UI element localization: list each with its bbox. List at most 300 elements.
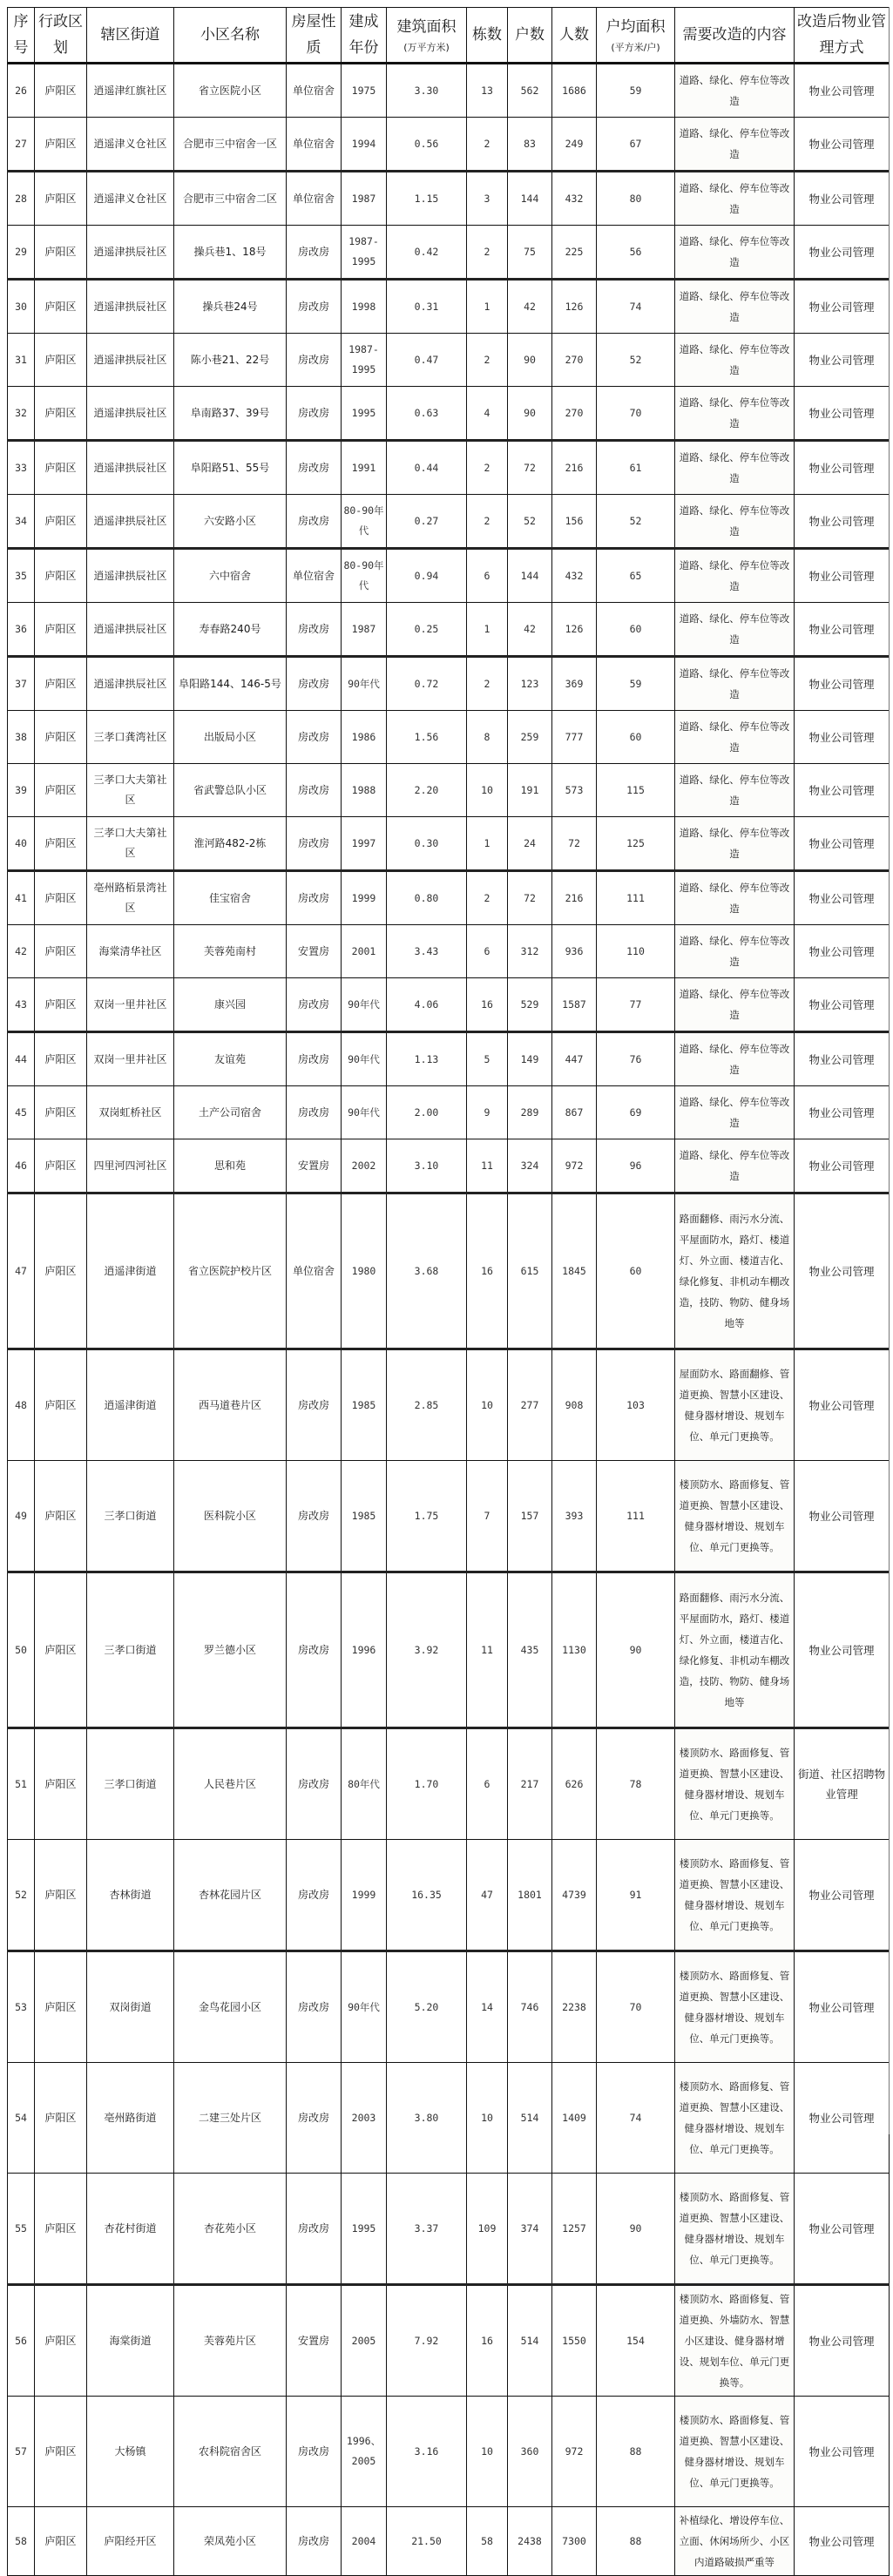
build-year-cell: 1975 — [342, 64, 387, 118]
row-number: 45 — [8, 1086, 35, 1139]
table-row — [8, 441, 890, 495]
table-row — [8, 711, 890, 764]
management-cell: 物业公司管理 — [795, 280, 890, 334]
column-header — [87, 8, 174, 64]
population-cell: 249 — [552, 118, 597, 172]
district-cell: 庐阳区 — [35, 1461, 87, 1572]
build-year-cell: 1986 — [342, 711, 387, 764]
community-name-cell: 杏林花园片区 — [174, 1840, 287, 1951]
street-cell: 逍遥津街道 — [87, 1193, 174, 1349]
management-cell: 物业公司管理 — [795, 603, 890, 657]
renovation-content-cell: 楼顶防水、路面修复、管道更换、智慧小区建设、健身器材增设、规划车位、单元门更换等。 — [675, 2063, 795, 2174]
population-cell: 216 — [552, 441, 597, 495]
row-number: 29 — [8, 226, 35, 280]
building-count-cell: 16 — [467, 2285, 508, 2397]
building-count-cell: 4 — [467, 387, 508, 441]
population-cell: 432 — [552, 172, 597, 226]
community-name-cell: 医科院小区 — [174, 1461, 287, 1572]
management-cell: 物业公司管理 — [795, 387, 890, 441]
street-cell: 逍遥津拱辰社区 — [87, 226, 174, 280]
renovation-content-cell: 楼顶防水、路面修复、管道更换、智慧小区建设、健身器材增设、规划车位、单元门更换等。 — [675, 1840, 795, 1951]
building-count-cell: 10 — [467, 1349, 508, 1461]
household-count-cell: 1801 — [508, 1840, 552, 1951]
building-count-cell: 16 — [467, 978, 508, 1032]
district-cell: 庐阳区 — [35, 764, 87, 817]
column-header-label: 房屋性质 — [291, 13, 336, 57]
community-name-cell: 芙蓉苑片区 — [174, 2285, 287, 2397]
household-count-cell: 374 — [508, 2174, 552, 2285]
household-count-cell: 746 — [508, 1951, 552, 2063]
management-cell: 物业公司管理 — [795, 871, 890, 925]
household-count-cell: 289 — [508, 1086, 552, 1139]
build-year-cell: 80年代 — [342, 1728, 387, 1840]
build-year-cell: 90年代 — [342, 1032, 387, 1086]
avg-area-cell: 103 — [597, 1349, 675, 1461]
floor-area-cell: 3.92 — [387, 1572, 467, 1728]
population-cell: 225 — [552, 226, 597, 280]
building-count-cell: 9 — [467, 1086, 508, 1139]
building-count-cell: 6 — [467, 925, 508, 978]
district-cell: 庐阳区 — [35, 549, 87, 603]
community-name-cell: 合肥市三中宿舍一区 — [174, 118, 287, 172]
household-count-cell: 191 — [508, 764, 552, 817]
management-cell: 物业公司管理 — [795, 1951, 890, 2063]
row-number: 30 — [8, 280, 35, 334]
management-cell: 物业公司管理 — [795, 1349, 890, 1461]
floor-area-cell: 3.43 — [387, 925, 467, 978]
table-row — [8, 603, 890, 657]
table-row — [8, 334, 890, 387]
row-number: 39 — [8, 764, 35, 817]
avg-area-cell: 60 — [597, 603, 675, 657]
row-number: 35 — [8, 549, 35, 603]
district-cell: 庐阳区 — [35, 2507, 87, 2576]
table-row — [8, 1139, 890, 1193]
avg-area-cell: 52 — [597, 495, 675, 549]
column-header-label: 需要改造的内容 — [682, 26, 787, 44]
housing-type-cell: 房改房 — [287, 334, 342, 387]
build-year-cell: 1994 — [342, 118, 387, 172]
renovation-content-cell: 道路、绿化、停车位等改造 — [675, 280, 795, 334]
table-row — [8, 226, 890, 280]
street-cell: 逍遥津拱辰社区 — [87, 495, 174, 549]
population-cell: 777 — [552, 711, 597, 764]
avg-area-cell: 90 — [597, 1572, 675, 1728]
district-cell: 庐阳区 — [35, 1728, 87, 1840]
build-year-cell: 1985 — [342, 1461, 387, 1572]
housing-type-cell: 单位宿舍 — [287, 64, 342, 118]
table-row — [8, 1349, 890, 1461]
column-header — [552, 8, 597, 64]
build-year-cell: 2004 — [342, 2507, 387, 2576]
district-cell: 庐阳区 — [35, 925, 87, 978]
table-row — [8, 280, 890, 334]
building-count-cell: 109 — [467, 2174, 508, 2285]
management-cell: 物业公司管理 — [795, 2174, 890, 2285]
population-cell: 1550 — [552, 2285, 597, 2397]
household-count-cell: 144 — [508, 172, 552, 226]
row-number: 28 — [8, 172, 35, 226]
build-year-cell: 1987-1995 — [342, 334, 387, 387]
community-name-cell: 农科院宿舍区 — [174, 2397, 287, 2507]
street-cell: 逍遥津拱辰社区 — [87, 657, 174, 711]
population-cell: 972 — [552, 2397, 597, 2507]
renovation-table — [7, 7, 890, 2576]
row-number: 52 — [8, 1840, 35, 1951]
row-number: 51 — [8, 1728, 35, 1840]
housing-type-cell: 房改房 — [287, 2174, 342, 2285]
renovation-content-cell: 道路、绿化、停车位等改造 — [675, 1032, 795, 1086]
district-cell: 庐阳区 — [35, 1840, 87, 1951]
population-cell: 156 — [552, 495, 597, 549]
renovation-content-cell: 道路、绿化、停车位等改造 — [675, 172, 795, 226]
district-cell: 庐阳区 — [35, 711, 87, 764]
district-cell: 庐阳区 — [35, 1572, 87, 1728]
housing-type-cell: 房改房 — [287, 871, 342, 925]
management-cell: 物业公司管理 — [795, 441, 890, 495]
building-count-cell: 7 — [467, 1461, 508, 1572]
row-number: 47 — [8, 1193, 35, 1349]
community-name-cell: 操兵巷1、18号 — [174, 226, 287, 280]
avg-area-cell: 88 — [597, 2507, 675, 2576]
renovation-content-cell: 道路、绿化、停车位等改造 — [675, 871, 795, 925]
housing-type-cell: 安置房 — [287, 1139, 342, 1193]
floor-area-cell: 0.31 — [387, 280, 467, 334]
building-count-cell: 2 — [467, 441, 508, 495]
column-header-label: 建筑面积 — [396, 18, 457, 36]
street-cell: 三孝口街道 — [87, 1461, 174, 1572]
building-count-cell: 5 — [467, 1032, 508, 1086]
housing-type-cell: 房改房 — [287, 764, 342, 817]
building-count-cell: 11 — [467, 1139, 508, 1193]
population-cell: 867 — [552, 1086, 597, 1139]
building-count-cell: 10 — [467, 2063, 508, 2174]
avg-area-cell: 69 — [597, 1086, 675, 1139]
household-count-cell: 615 — [508, 1193, 552, 1349]
table-body — [8, 64, 890, 2576]
column-header — [795, 8, 890, 64]
building-count-cell: 11 — [467, 1572, 508, 1728]
management-cell: 物业公司管理 — [795, 1461, 890, 1572]
street-cell: 三孝口龚湾社区 — [87, 711, 174, 764]
street-cell: 亳州路栢景湾社区 — [87, 871, 174, 925]
management-cell: 物业公司管理 — [795, 764, 890, 817]
row-number: 43 — [8, 978, 35, 1032]
avg-area-cell: 61 — [597, 441, 675, 495]
building-count-cell: 58 — [467, 2507, 508, 2576]
avg-area-cell: 59 — [597, 64, 675, 118]
management-cell: 物业公司管理 — [795, 711, 890, 764]
population-cell: 126 — [552, 603, 597, 657]
table-row — [8, 764, 890, 817]
housing-type-cell: 房改房 — [287, 280, 342, 334]
street-cell: 逍遥津拱辰社区 — [87, 549, 174, 603]
table-row — [8, 549, 890, 603]
housing-type-cell: 房改房 — [287, 2507, 342, 2576]
population-cell: 72 — [552, 817, 597, 871]
table-row — [8, 387, 890, 441]
community-name-cell: 阜阳路51、55号 — [174, 441, 287, 495]
street-cell: 逍遥津拱辰社区 — [87, 387, 174, 441]
street-cell: 逍遥津拱辰社区 — [87, 280, 174, 334]
floor-area-cell: 3.30 — [387, 64, 467, 118]
street-cell: 大杨镇 — [87, 2397, 174, 2507]
floor-area-cell: 5.20 — [387, 1951, 467, 2063]
floor-area-cell: 1.13 — [387, 1032, 467, 1086]
population-cell: 447 — [552, 1032, 597, 1086]
floor-area-cell: 0.80 — [387, 871, 467, 925]
population-cell: 393 — [552, 1461, 597, 1572]
population-cell: 7300 — [552, 2507, 597, 2576]
floor-area-cell: 1.56 — [387, 711, 467, 764]
avg-area-cell: 74 — [597, 2063, 675, 2174]
renovation-content-cell: 路面翻修、雨污水分流、平屋面防水，路灯、楼道灯、外立面，楼道吉化、绿化修复、非机动车棚改造，技防、物防、健身场地等 — [675, 1572, 795, 1728]
build-year-cell: 2001 — [342, 925, 387, 978]
building-count-cell: 10 — [467, 764, 508, 817]
community-name-cell: 思和苑 — [174, 1139, 287, 1193]
column-header-unit: (万平方米) — [403, 42, 450, 53]
community-name-cell: 芙蓉苑南村 — [174, 925, 287, 978]
table-row — [8, 2285, 890, 2397]
housing-type-cell: 房改房 — [287, 711, 342, 764]
column-header-label: 行政区划 — [38, 13, 83, 57]
row-number: 48 — [8, 1349, 35, 1461]
housing-type-cell: 单位宿舍 — [287, 172, 342, 226]
housing-type-cell: 房改房 — [287, 1572, 342, 1728]
district-cell: 庐阳区 — [35, 1139, 87, 1193]
community-name-cell: 金鸟花园小区 — [174, 1951, 287, 2063]
floor-area-cell: 2.20 — [387, 764, 467, 817]
table-row — [8, 2397, 890, 2507]
management-cell: 物业公司管理 — [795, 817, 890, 871]
community-name-cell: 二建三处片区 — [174, 2063, 287, 2174]
population-cell: 936 — [552, 925, 597, 978]
management-cell: 物业公司管理 — [795, 2397, 890, 2507]
header-row — [8, 8, 890, 64]
avg-area-cell: 125 — [597, 817, 675, 871]
build-year-cell: 1995 — [342, 2174, 387, 2285]
avg-area-cell: 52 — [597, 334, 675, 387]
housing-type-cell: 房改房 — [287, 1461, 342, 1572]
management-cell: 物业公司管理 — [795, 64, 890, 118]
table-row — [8, 1032, 890, 1086]
floor-area-cell: 0.30 — [387, 817, 467, 871]
street-cell: 三孝口大夫第社区 — [87, 764, 174, 817]
row-number: 33 — [8, 441, 35, 495]
management-cell: 物业公司管理 — [795, 118, 890, 172]
building-count-cell: 10 — [467, 2397, 508, 2507]
street-cell: 杏林街道 — [87, 1840, 174, 1951]
district-cell: 庐阳区 — [35, 603, 87, 657]
build-year-cell: 1997 — [342, 817, 387, 871]
street-cell: 逍遥津拱辰社区 — [87, 441, 174, 495]
street-cell: 逍遥津义仓社区 — [87, 172, 174, 226]
street-cell: 海棠清华社区 — [87, 925, 174, 978]
column-header-label: 户均面积 — [605, 18, 666, 36]
household-count-cell: 360 — [508, 2397, 552, 2507]
renovation-content-cell: 路面翻修、雨污水分流、平屋面防水，路灯、楼道灯、外立面、楼道吉化、绿化修复、非机动车棚改造，技防、物防、健身场地等 — [675, 1193, 795, 1349]
renovation-content-cell: 楼顶防水、路面修复、管道更换、智慧小区建设、健身器材增设、规划车位、单元门更换等。 — [675, 2397, 795, 2507]
district-cell: 庐阳区 — [35, 657, 87, 711]
column-header — [675, 8, 795, 64]
community-name-cell: 人民巷片区 — [174, 1728, 287, 1840]
renovation-content-cell: 道路、绿化、停车位等改造 — [675, 118, 795, 172]
community-name-cell: 六安路小区 — [174, 495, 287, 549]
avg-area-cell: 90 — [597, 2174, 675, 2285]
district-cell: 庐阳区 — [35, 1349, 87, 1461]
building-count-cell: 2 — [467, 118, 508, 172]
population-cell: 126 — [552, 280, 597, 334]
renovation-content-cell: 道路、绿化、停车位等改造 — [675, 657, 795, 711]
table-row — [8, 495, 890, 549]
district-cell: 庐阳区 — [35, 118, 87, 172]
management-cell: 物业公司管理 — [795, 549, 890, 603]
street-cell: 逍遥津义仓社区 — [87, 118, 174, 172]
renovation-content-cell: 道路、绿化、停车位等改造 — [675, 764, 795, 817]
column-header — [287, 8, 342, 64]
street-cell: 双岗一里井社区 — [87, 1032, 174, 1086]
management-cell: 物业公司管理 — [795, 495, 890, 549]
management-cell: 物业公司管理 — [795, 172, 890, 226]
build-year-cell: 1999 — [342, 1840, 387, 1951]
community-name-cell: 荣凤苑小区 — [174, 2507, 287, 2576]
management-cell: 物业公司管理 — [795, 334, 890, 387]
column-header — [467, 8, 508, 64]
column-header — [342, 8, 387, 64]
housing-type-cell: 房改房 — [287, 2397, 342, 2507]
renovation-content-cell: 道路、绿化、停车位等改造 — [675, 334, 795, 387]
renovation-content-cell: 道路、绿化、停车位等改造 — [675, 441, 795, 495]
table-row — [8, 1951, 890, 2063]
street-cell: 双岗虹桥社区 — [87, 1086, 174, 1139]
building-count-cell: 16 — [467, 1193, 508, 1349]
avg-area-cell: 76 — [597, 1032, 675, 1086]
column-header — [508, 8, 552, 64]
district-cell: 庐阳区 — [35, 871, 87, 925]
building-count-cell: 3 — [467, 172, 508, 226]
building-count-cell: 14 — [467, 1951, 508, 2063]
district-cell: 庐阳区 — [35, 280, 87, 334]
population-cell: 573 — [552, 764, 597, 817]
build-year-cell: 90年代 — [342, 978, 387, 1032]
building-count-cell: 47 — [467, 1840, 508, 1951]
building-count-cell: 8 — [467, 711, 508, 764]
household-count-cell: 514 — [508, 2063, 552, 2174]
community-name-cell: 康兴园 — [174, 978, 287, 1032]
avg-area-cell: 65 — [597, 549, 675, 603]
page-edge — [889, 7, 893, 2134]
renovation-content-cell: 道路、绿化、停车位等改造 — [675, 226, 795, 280]
renovation-content-cell: 楼顶防水、路面修复、管道更换、智慧小区建设、健身器材增设、规划车位、单元门更换等。 — [675, 1951, 795, 2063]
renovation-content-cell: 道路、绿化、停车位等改造 — [675, 925, 795, 978]
household-count-cell: 52 — [508, 495, 552, 549]
population-cell: 972 — [552, 1139, 597, 1193]
management-cell: 物业公司管理 — [795, 1032, 890, 1086]
household-count-cell: 144 — [508, 549, 552, 603]
avg-area-cell: 80 — [597, 172, 675, 226]
build-year-cell: 90年代 — [342, 1086, 387, 1139]
build-year-cell: 1980 — [342, 1193, 387, 1349]
renovation-content-cell: 道路、绿化、停车位等改造 — [675, 387, 795, 441]
row-number: 50 — [8, 1572, 35, 1728]
housing-type-cell: 房改房 — [287, 657, 342, 711]
avg-area-cell: 96 — [597, 1139, 675, 1193]
avg-area-cell: 60 — [597, 711, 675, 764]
column-header-label: 辖区街道 — [100, 26, 160, 44]
housing-type-cell: 房改房 — [287, 441, 342, 495]
avg-area-cell: 60 — [597, 1193, 675, 1349]
build-year-cell: 1987 — [342, 172, 387, 226]
column-header — [387, 8, 467, 64]
street-cell: 逍遥津红旗社区 — [87, 64, 174, 118]
column-header-label: 小区名称 — [200, 26, 260, 44]
community-name-cell: 省立医院护校片区 — [174, 1193, 287, 1349]
district-cell: 庐阳区 — [35, 172, 87, 226]
row-number: 46 — [8, 1139, 35, 1193]
avg-area-cell: 115 — [597, 764, 675, 817]
household-count-cell: 514 — [508, 2285, 552, 2397]
district-cell: 庐阳区 — [35, 441, 87, 495]
community-name-cell: 省武警总队小区 — [174, 764, 287, 817]
community-name-cell: 杏花苑小区 — [174, 2174, 287, 2285]
floor-area-cell: 0.42 — [387, 226, 467, 280]
row-number: 27 — [8, 118, 35, 172]
column-header-label: 建成年份 — [348, 13, 379, 57]
housing-type-cell: 房改房 — [287, 603, 342, 657]
avg-area-cell: 154 — [597, 2285, 675, 2397]
building-count-cell: 2 — [467, 871, 508, 925]
row-number: 32 — [8, 387, 35, 441]
household-count-cell: 259 — [508, 711, 552, 764]
household-count-cell: 529 — [508, 978, 552, 1032]
building-count-cell: 2 — [467, 495, 508, 549]
housing-type-cell: 房改房 — [287, 1349, 342, 1461]
population-cell: 1686 — [552, 64, 597, 118]
household-count-cell: 72 — [508, 871, 552, 925]
build-year-cell: 2002 — [342, 1139, 387, 1193]
row-number: 58 — [8, 2507, 35, 2576]
district-cell: 庐阳区 — [35, 2397, 87, 2507]
household-count-cell: 157 — [508, 1461, 552, 1572]
household-count-cell: 42 — [508, 280, 552, 334]
floor-area-cell: 3.37 — [387, 2174, 467, 2285]
floor-area-cell: 3.80 — [387, 2063, 467, 2174]
table-row — [8, 1193, 890, 1349]
management-cell: 物业公司管理 — [795, 978, 890, 1032]
district-cell: 庐阳区 — [35, 2174, 87, 2285]
table-row — [8, 2063, 890, 2174]
population-cell: 1845 — [552, 1193, 597, 1349]
population-cell: 1587 — [552, 978, 597, 1032]
community-name-cell: 淮河路482-2栋 — [174, 817, 287, 871]
population-cell: 1130 — [552, 1572, 597, 1728]
housing-type-cell: 房改房 — [287, 226, 342, 280]
household-count-cell: 123 — [508, 657, 552, 711]
housing-type-cell: 房改房 — [287, 495, 342, 549]
building-count-cell: 1 — [467, 817, 508, 871]
build-year-cell: 1988 — [342, 764, 387, 817]
avg-area-cell: 91 — [597, 1840, 675, 1951]
row-number: 40 — [8, 817, 35, 871]
table-row — [8, 1086, 890, 1139]
housing-type-cell: 房改房 — [287, 1728, 342, 1840]
street-cell: 逍遥津拱辰社区 — [87, 334, 174, 387]
build-year-cell: 1987 — [342, 603, 387, 657]
table-row — [8, 871, 890, 925]
community-name-cell: 省立医院小区 — [174, 64, 287, 118]
column-header-label: 人数 — [559, 26, 589, 44]
district-cell: 庐阳区 — [35, 817, 87, 871]
